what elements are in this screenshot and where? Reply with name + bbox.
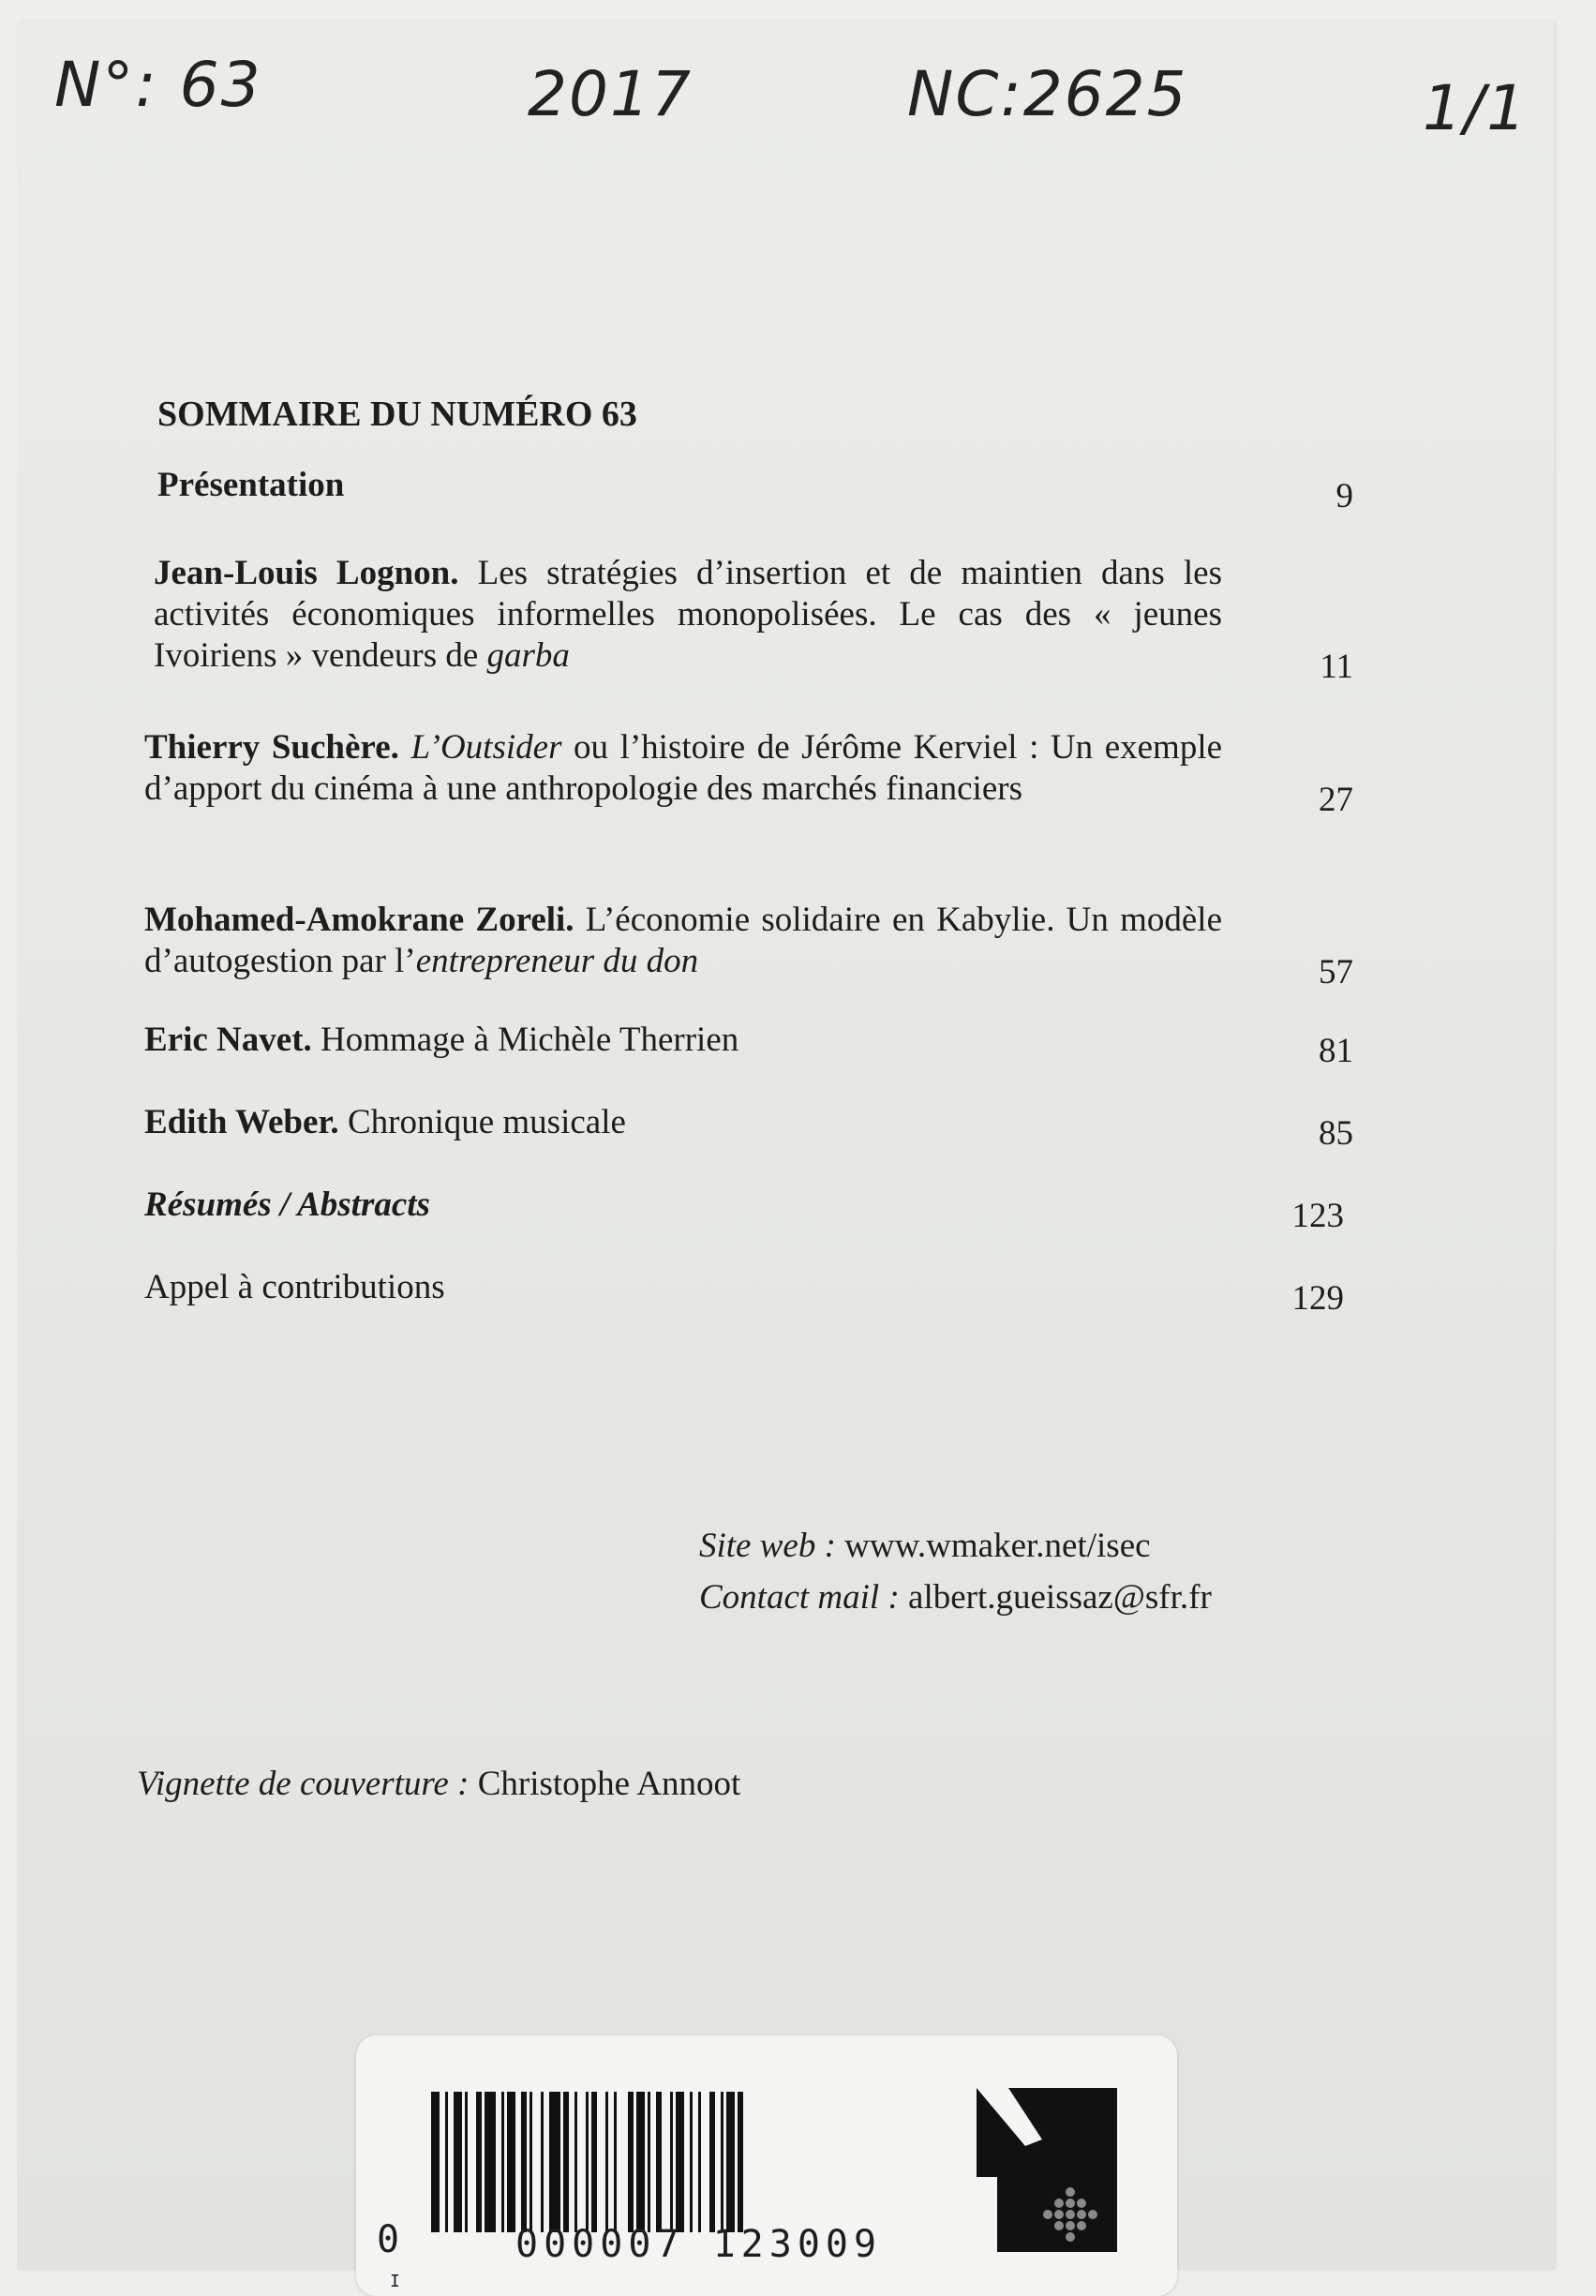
barcode-bar [507, 2092, 515, 2232]
page-number: 57 [1319, 953, 1353, 991]
handwritten-issue-number: N°: 63 [54, 49, 262, 121]
barcode-bar [549, 2092, 560, 2232]
page-number: 123 [1291, 1197, 1344, 1235]
barcode-bar [617, 2092, 628, 2232]
page-number: 129 [1291, 1279, 1344, 1318]
barcode-bar [468, 2092, 476, 2232]
handwritten-nc-number: NC:2625 [907, 58, 1188, 130]
cover-credit [137, 1764, 740, 1804]
cover-credit-label: Vignette de couverture : [137, 1765, 470, 1803]
entry-author: Eric Navet. [144, 1021, 312, 1059]
barcode-bar [676, 2092, 684, 2232]
page-number: 81 [1319, 1032, 1353, 1070]
barcode-bar [454, 2092, 462, 2232]
toc-entry [144, 900, 1353, 991]
entry-title-italic: garba [486, 636, 570, 675]
page-number: 11 [1320, 648, 1353, 686]
barcode-small-mark: I [390, 2272, 400, 2291]
appel-label: Appel à contributions [144, 1268, 445, 1306]
barcode-bars [431, 2092, 956, 2232]
barcode-bar [701, 2092, 709, 2232]
abstracts-label: Résumés / Abstracts [144, 1185, 430, 1224]
entry-author: Jean-Louis Lognon. [154, 554, 459, 592]
entry-author: Thierry Suchère. [144, 728, 399, 767]
barcode-bar [726, 2092, 735, 2232]
entry-title: Les stratégies d’insertion et de maintien dans les activités économiques informelles monopolisées. Le cas des « jeunes Ivoiriens » vendeurs de [154, 554, 1223, 675]
page-number: 9 [1335, 477, 1353, 515]
page-number: 85 [1319, 1114, 1353, 1153]
barcode-bar [636, 2092, 645, 2232]
entry-author: Mohamed-Amokrane Zoreli. [144, 901, 574, 939]
entry-title: Chronique musicale [338, 1103, 626, 1141]
entry-author: Edith Weber. [144, 1103, 339, 1141]
library-logo-icon [977, 2088, 1117, 2252]
entry-title [399, 728, 411, 767]
toc-entry-abstracts [144, 1185, 1353, 1235]
entry-title-italic: L’Outsider [410, 728, 562, 767]
barcode-lead-digit: 0 [377, 2218, 400, 2261]
barcode-bar [662, 2092, 670, 2232]
barcode-label [356, 2035, 1177, 2296]
handwritten-fraction: 1/1 [1423, 72, 1529, 144]
barcode-bar [577, 2092, 586, 2232]
barcode-bar [485, 2092, 496, 2232]
entry-title: Hommage à Michèle Therrien [311, 1021, 739, 1059]
barcode-bar [532, 2092, 541, 2232]
contact-mail-line [699, 1572, 1212, 1623]
site-web-label: Site web : [699, 1527, 836, 1565]
presentation-label: Présentation [157, 466, 345, 504]
barcode-bar [743, 2092, 754, 2232]
document-page [17, 21, 1554, 2291]
entry-title-rest: ou l’histoire de Jérôme Kerviel : Un exemple d’apport du cinéma à une anthropologie des marchés financiers [144, 728, 1223, 808]
handwritten-year: 2017 [528, 58, 693, 130]
contact-block [699, 1520, 1212, 1623]
toc-title: SOMMAIRE DU NUMÉRO 63 [157, 395, 637, 434]
toc-entry [144, 553, 1353, 686]
contact-mail-label: Contact mail : [699, 1578, 900, 1617]
barcode-bar [597, 2092, 605, 2232]
site-web-line [699, 1520, 1212, 1572]
site-web-url[interactable]: www.wmaker.net/isec [835, 1527, 1151, 1565]
toc-entry [144, 1102, 1353, 1153]
toc-entry [144, 727, 1353, 819]
toc-entry-appel [144, 1267, 1353, 1318]
page-number: 27 [1319, 781, 1353, 819]
entry-title-italic: entrepreneur du don [415, 942, 699, 980]
cover-credit-name: Christophe Annoot [469, 1765, 741, 1803]
entry-title: L’économie solidaire en Kabylie. Un modèle d’autogestion par l’ [144, 901, 1222, 980]
contact-mail-address[interactable]: albert.gueissaz@sfr.fr [899, 1578, 1212, 1617]
toc-entry [144, 1020, 1353, 1070]
barcode-bar [431, 2092, 440, 2232]
barcode-number: 000007 123009 [515, 2223, 883, 2266]
toc-entry-presentation [144, 465, 1353, 515]
